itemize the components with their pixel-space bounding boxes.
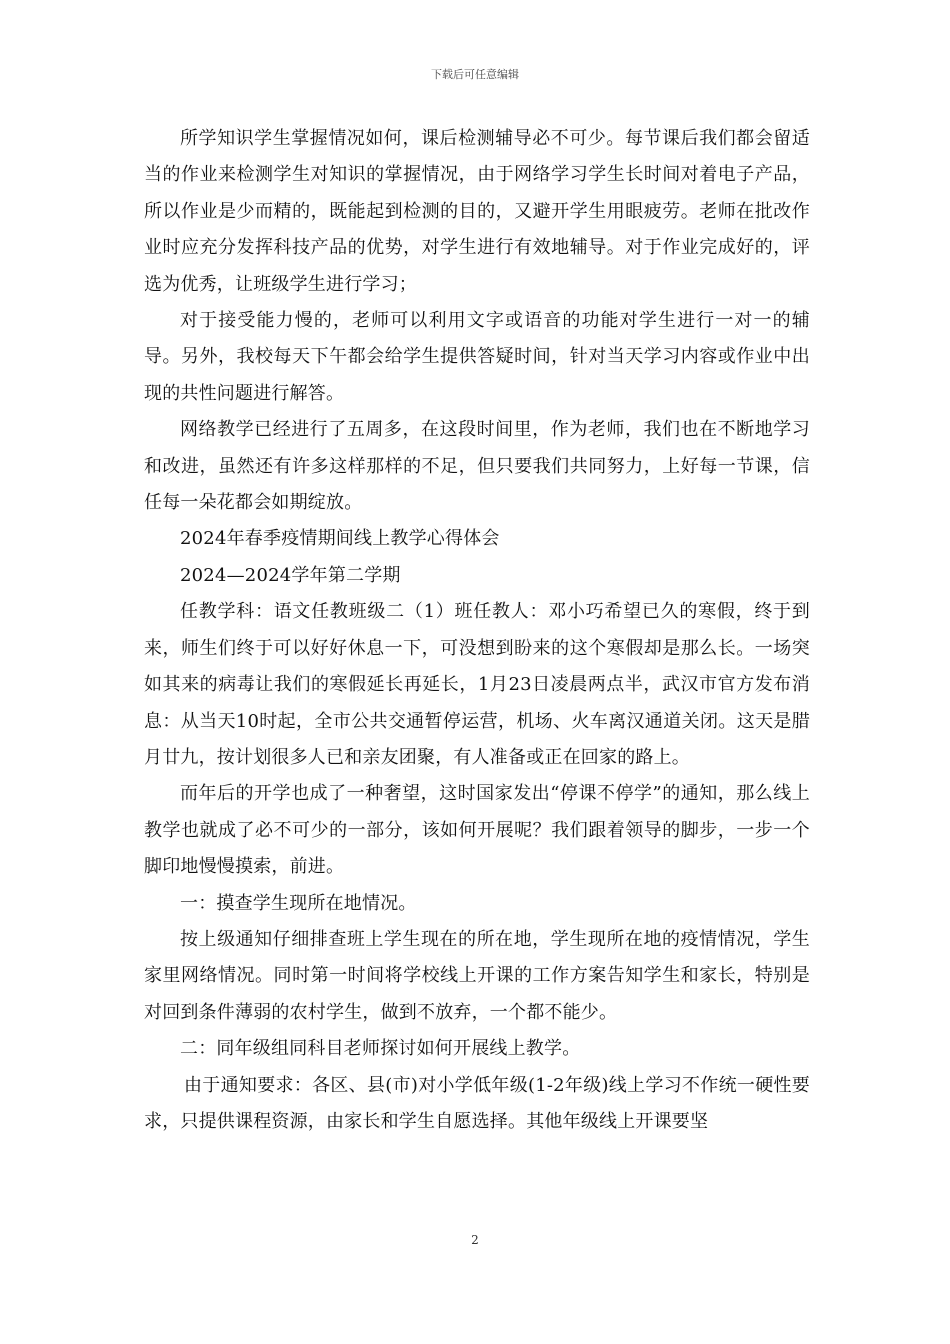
paragraph: 按上级通知仔细排查班上学生现在的所在地，学生现所在地的疫情情况，学生家里网络情况。同时第一时间将学校线上开课的工作方案告知学生和家长，特别是对回到条件薄弱的农村学生，做到不放弃，一个都不能少。 [144,928,810,1023]
paragraph: 所学知识学生掌握情况如何，课后检测辅导必不可少。每节课后我们都会留适当的作业来检测学生对知识的掌握情况，由于网络学习学生长时间对着电子产品，所以作业是少而精的，既能起到检测的目的，又避开学生用眼疲劳。老师在批改作业时应充分发挥科技产品的优势，对学生进行有效地辅导。对于作业完成好的，评选为优秀，让班级学生进行学习； [144,128,810,295]
paragraph: 而年后的开学也成了一种奢望，这时国家发出“停课不停学”的通知，那么线上教学也就成了必不可少的一部分，该如何开展呢？我们跟着领导的脚步，一步一个脚印地慢慢摸索，前进。 [144,783,810,878]
page-number: 2 [471,1233,479,1247]
semester-line: 2024—2024学年第二学期 [180,564,401,586]
paragraph: 任教学科：语文任教班级二（1）班任教人：邓小巧希望已久的寒假，终于到来，师生们终于可以好好休息一下，可没想到盼来的这个寒假却是那么长。一场突如其来的病毒让我们的寒假延长再延长，1月23日凌晨两点半，武汉市官方发布消息：从当天10时起，全市公共交通暂停运营，机场、火车离汉通道关闭。这天是腊月廿九，按计划很多人已和亲友团聚，有人准备或正在回家的路上。 [144,601,810,768]
document-body [144,121,810,1140]
subheading: 一：摸查学生现所在地情况。 [180,892,417,914]
subheading: 二：同年级组同科目老师探讨如何开展线上教学。 [180,1038,581,1060]
paragraph: 对于接受能力慢的，老师可以利用文字或语音的功能对学生进行一对一的辅导。另外，我校每天下午都会给学生提供答疑时间，针对当天学习内容或作业中出现的共性问题进行解答。 [144,310,810,404]
page-header: 下载后可任意编辑 [431,68,519,81]
paragraph: 网络教学已经进行了五周多，在这段时间里，作为老师，我们也在不断地学习和改进，虽然还有许多这样那样的不足，但只要我们共同努力，上好每一节课，信任每一朵花都会如期绽放。 [144,419,810,514]
paragraph: 由于通知要求：各区、县(市)对小学低年级(1-2年级)线上学习不作统一硬性要求，只提供课程资源，由家长和学生自愿选择。其他年级线上开课要坚 [144,1074,810,1132]
section-title: 2024年春季疫情期间线上教学心得体会 [180,528,500,550]
